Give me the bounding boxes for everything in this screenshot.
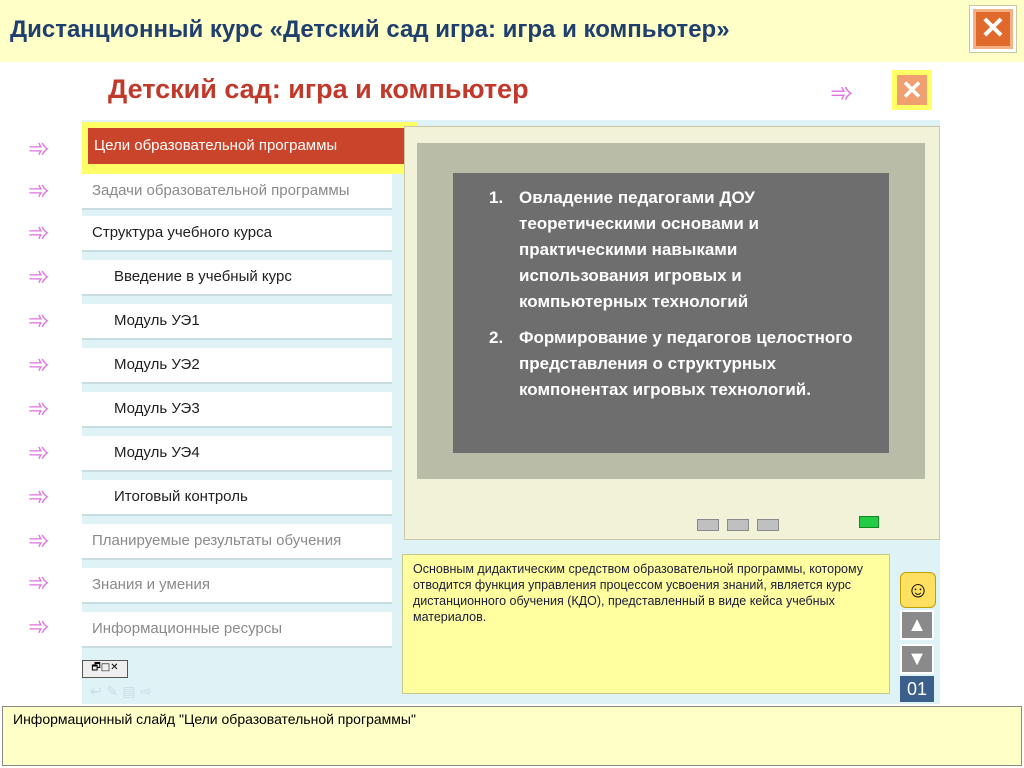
menu-item-intro[interactable]: Введение в учебный курс	[82, 260, 392, 296]
menu-item-structure[interactable]: Структура учебного курса	[82, 216, 392, 252]
menu-item-goals[interactable]: Цели образовательной программы	[88, 128, 410, 164]
menu-item-final-test[interactable]: Итоговый контроль	[82, 480, 392, 516]
slide-title: Детский сад: игра и компьютер	[108, 74, 529, 104]
goal-number: 2.	[489, 328, 504, 347]
window-close-button[interactable]	[970, 6, 1016, 52]
arrow-icon[interactable]: ➾	[28, 568, 50, 598]
arrow-icon[interactable]: ➾	[28, 482, 50, 512]
screen-bezel	[417, 143, 925, 479]
scroll-up-button[interactable]: ▲	[900, 610, 934, 640]
goals-list	[489, 185, 869, 413]
goal-text: Формирование у педагогов целостного представления о структурных компонентах игровых технологий.	[519, 328, 853, 399]
window-controls[interactable]: 🗗□✕	[82, 660, 128, 678]
helper-smiley-icon[interactable]: ☺	[900, 572, 936, 608]
slide-header	[82, 64, 940, 120]
slide-close-button[interactable]	[892, 70, 932, 110]
monitor-button	[697, 519, 719, 531]
arrow-icon[interactable]: ➾	[28, 306, 50, 336]
menu-item-module-4[interactable]: Модуль УЭ4	[82, 436, 392, 472]
power-led	[859, 516, 879, 528]
monitor-screen	[453, 173, 889, 453]
info-note: Основным дидактическим средством образовательной программы, которому отводится функция управления процессом усвоения знаний, является курс дистанционного обучения (КДО), представленный в виде кейса учебных материалов.	[402, 554, 890, 694]
goal-number: 1.	[489, 188, 504, 207]
window-title: Дистанционный курс «Детский сад игра: игра и компьютер»	[10, 16, 730, 43]
slide-notes: Информационный слайд "Цели образовательной программы"	[2, 706, 1022, 766]
page-number: 01	[900, 676, 934, 702]
arrow-icon[interactable]: ➾	[28, 176, 50, 206]
goal-item	[489, 325, 869, 403]
monitor-button	[757, 519, 779, 531]
goal-item	[489, 185, 869, 315]
menu-item-resources[interactable]: Информационные ресурсы	[82, 612, 392, 648]
close-icon: ✕	[897, 75, 927, 105]
close-icon: ✕	[976, 12, 1010, 46]
arrow-icon[interactable]: ➾	[28, 350, 50, 380]
goal-text: Овладение педагогами ДОУ теоретическими основами и практическими навыками использования игровых и компьютерных технологий	[519, 188, 759, 311]
window-titlebar	[0, 0, 1024, 62]
menu-item-tasks[interactable]: Задачи образовательной программы	[82, 174, 392, 210]
menu-item-active-wrapper[interactable]	[82, 122, 418, 174]
arrow-icon[interactable]: ➾	[28, 262, 50, 292]
monitor-frame	[404, 126, 940, 540]
menu-item-knowledge[interactable]: Знания и умения	[82, 568, 392, 604]
menu-item-module-3[interactable]: Модуль УЭ3	[82, 392, 392, 428]
next-arrow-icon[interactable]: ➾	[830, 76, 854, 109]
arrow-icon[interactable]: ➾	[28, 134, 50, 164]
scroll-down-button[interactable]: ▼	[900, 644, 934, 674]
menu-item-module-1[interactable]: Модуль УЭ1	[82, 304, 392, 340]
menu-item-results[interactable]: Планируемые результаты обучения	[82, 524, 392, 560]
arrow-icon[interactable]: ➾	[28, 612, 50, 642]
menu-item-module-2[interactable]: Модуль УЭ2	[82, 348, 392, 384]
arrow-icon[interactable]: ➾	[28, 218, 50, 248]
monitor-button	[727, 519, 749, 531]
arrow-icon[interactable]: ➾	[28, 394, 50, 424]
arrow-icon[interactable]: ➾	[28, 438, 50, 468]
arrow-icon[interactable]: ➾	[28, 526, 50, 556]
slide	[82, 64, 940, 704]
faint-toolbar[interactable]: ↩ ✎ ▤ ⇨	[90, 684, 152, 700]
